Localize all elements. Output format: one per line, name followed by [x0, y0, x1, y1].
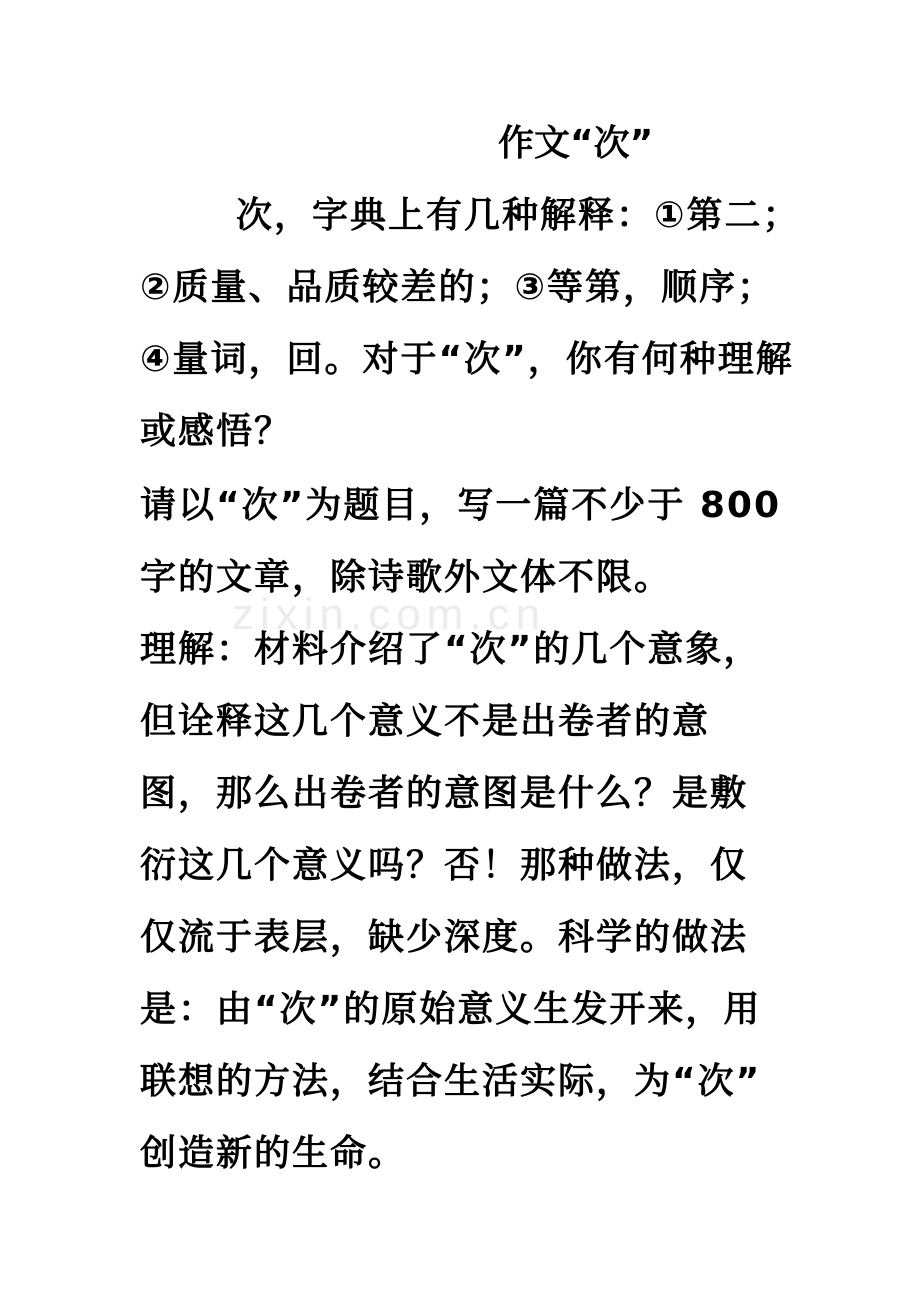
paragraph-line-5: 请以“次”为题目，写一篇不少于 800 [140, 485, 782, 526]
paragraph-line-11: 仅流于表层，缺少深度。科学的做法 [140, 917, 749, 958]
paragraph-line-7: 理解：材料介绍了“次”的几个意象， [140, 629, 762, 670]
paragraph-line-2: ②质量、品质较差的；③等第，顺序； [140, 267, 775, 308]
paragraph-line-3: ④量词，回。对于“次”，你有何种理解 [140, 339, 794, 380]
document-title: 作文“次” [498, 123, 654, 164]
paragraph-line-8: 但诠释这几个意义不是出卷者的意 [140, 701, 711, 742]
paragraph-line-4: 或感悟？ [140, 411, 293, 452]
paragraph-line-9: 图，那么出卷者的意图是什么？是敷 [140, 773, 749, 814]
paragraph-line-14: 创造新的生命。 [140, 1133, 407, 1174]
paragraph-line-6: 字的文章，除诗歌外文体不限。 [140, 557, 673, 598]
paragraph-line-13: 联想的方法，结合生活实际，为“次” [140, 1061, 762, 1102]
paragraph-line-1: 次，字典上有几种解释：①第二； [236, 195, 801, 236]
watermark: zixin.com.cn [232, 590, 547, 639]
paragraph-line-10: 衍这几个意义吗？否！那种做法，仅 [140, 845, 749, 886]
paragraph-line-12: 是：由“次”的原始意义生发开来，用 [140, 989, 762, 1030]
